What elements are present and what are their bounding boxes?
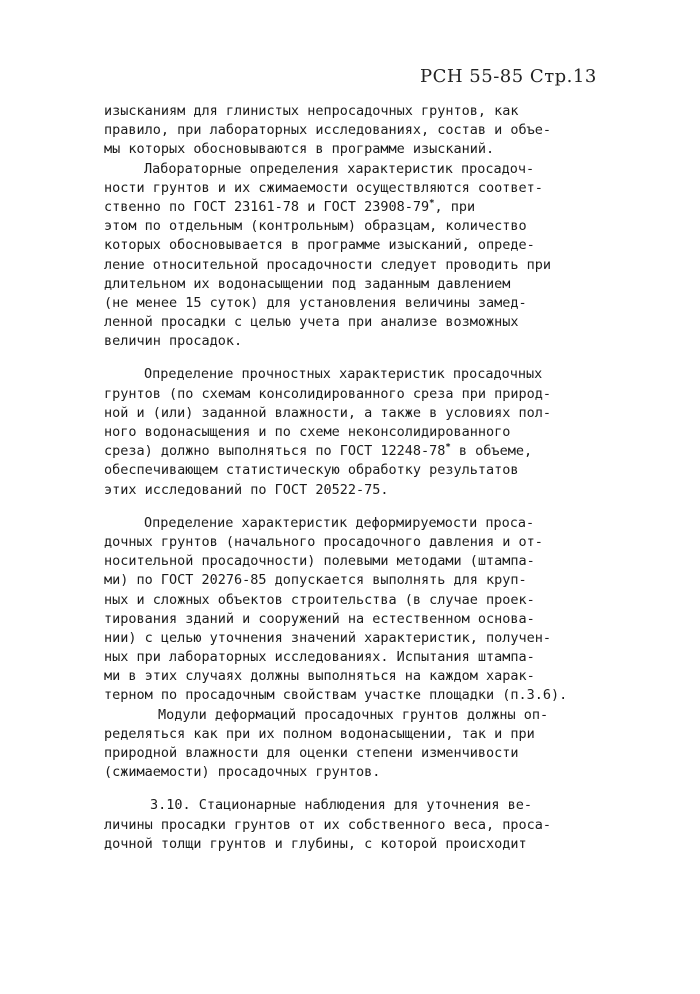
text-line: ных при лабораторных исследованиях. Испытания штампа- bbox=[104, 649, 535, 666]
text-line: Определение характеристик деформируемости просa- bbox=[144, 514, 535, 531]
text-line: грунтов (по схемам консолидированного среза при природ- bbox=[104, 385, 552, 402]
text-line: изысканиям для глинистых непросадочных грунтов, как bbox=[104, 103, 519, 119]
text-line: 3.10. Стационарные наблюдения для уточнения ве- bbox=[150, 797, 533, 814]
text-line: величин просадок. bbox=[104, 333, 243, 350]
text-line: Лабораторные определения характеристик просадоч- bbox=[144, 160, 535, 177]
paragraph-deformation-moduli bbox=[104, 706, 604, 783]
text-line: ми в этих случаях должны выполняться на каждом харак- bbox=[104, 668, 535, 685]
text-line: среза) должно выполняться по ГОСТ 12248-78* в объеме, bbox=[104, 442, 533, 460]
text-line: терном по просадочным свойствам участке площадки (п.3.6). bbox=[104, 687, 568, 704]
text-line: длительном их водонасыщении под заданным давлением bbox=[104, 275, 511, 292]
paragraph-deformability-field-tests bbox=[104, 514, 604, 706]
page-header: РСН 55-85 Стр.13 bbox=[420, 66, 597, 87]
text-line: ной и (или) заданной влажности, а также в условиях пол- bbox=[104, 404, 552, 421]
text-line: дочной толщи грунтов и глубины, с которой происходит bbox=[104, 835, 527, 852]
text-line: ми) по ГОСТ 20276-85 допускается выполнять для круп- bbox=[104, 572, 527, 589]
text-line: ного водонасыщения и по схеме неконсолидированного bbox=[104, 424, 511, 440]
text-line: ределяться как при их полном водонасыщении, так и при bbox=[104, 725, 535, 742]
text-line: этом по отдельным (контрольным) образцам, количество bbox=[104, 218, 527, 235]
text-line: обеспечивающем статистическую обработку результатов bbox=[104, 462, 519, 479]
paragraph-intro-continued bbox=[104, 102, 604, 160]
text-line: ление относительной просадочности следует проводить при bbox=[104, 256, 552, 273]
text-line: природной влажности для оценки степени изменчивости bbox=[104, 745, 519, 761]
text-line: мы которых обосновываются в программе изысканий. bbox=[104, 141, 495, 158]
text-line: Определение прочностных характеристик просадочных bbox=[144, 366, 543, 383]
text-line: Модули деформаций просадочных грунтов должны оп- bbox=[158, 706, 549, 723]
section-3-10 bbox=[104, 796, 604, 854]
text-line: личины просадки грунтов от их собственного веса, проса- bbox=[104, 816, 552, 833]
paragraph-strength-characteristics bbox=[104, 365, 604, 499]
text-line: носительной просадочности) полевыми методами (штампа- bbox=[104, 553, 535, 570]
text-line: ленной просадки с целью учета при анализе возможных bbox=[104, 314, 519, 331]
document-body bbox=[104, 102, 604, 854]
text-line: (не менее 15 суток) для установления величины замед- bbox=[104, 294, 527, 311]
text-line: дочных грунтов (начального просадочного давления и от- bbox=[104, 533, 543, 550]
text-line: правило, при лабораторных исследованиях, состав и объе- bbox=[104, 122, 552, 139]
text-line: этих исследований по ГОСТ 20522-75. bbox=[104, 481, 389, 498]
text-line: ственно по ГОСТ 23161-78 и ГОСТ 23908-79*, при bbox=[104, 198, 476, 215]
text-line: ности грунтов и их сжимаемости осуществляются соответ- bbox=[104, 179, 543, 196]
text-line: (сжимаемости) просадочных грунтов. bbox=[104, 764, 381, 781]
text-line: тирования зданий и сооружений на естественном основа- bbox=[104, 610, 535, 627]
text-line: ных и сложных объектов строительства (в случае проек- bbox=[104, 591, 535, 608]
text-line: нии) с целью уточнения значений характеристик, получен- bbox=[104, 629, 552, 646]
text-line: которых обосновывается в программе изысканий, опреде- bbox=[104, 237, 535, 254]
paragraph-lab-determinations bbox=[104, 160, 604, 352]
